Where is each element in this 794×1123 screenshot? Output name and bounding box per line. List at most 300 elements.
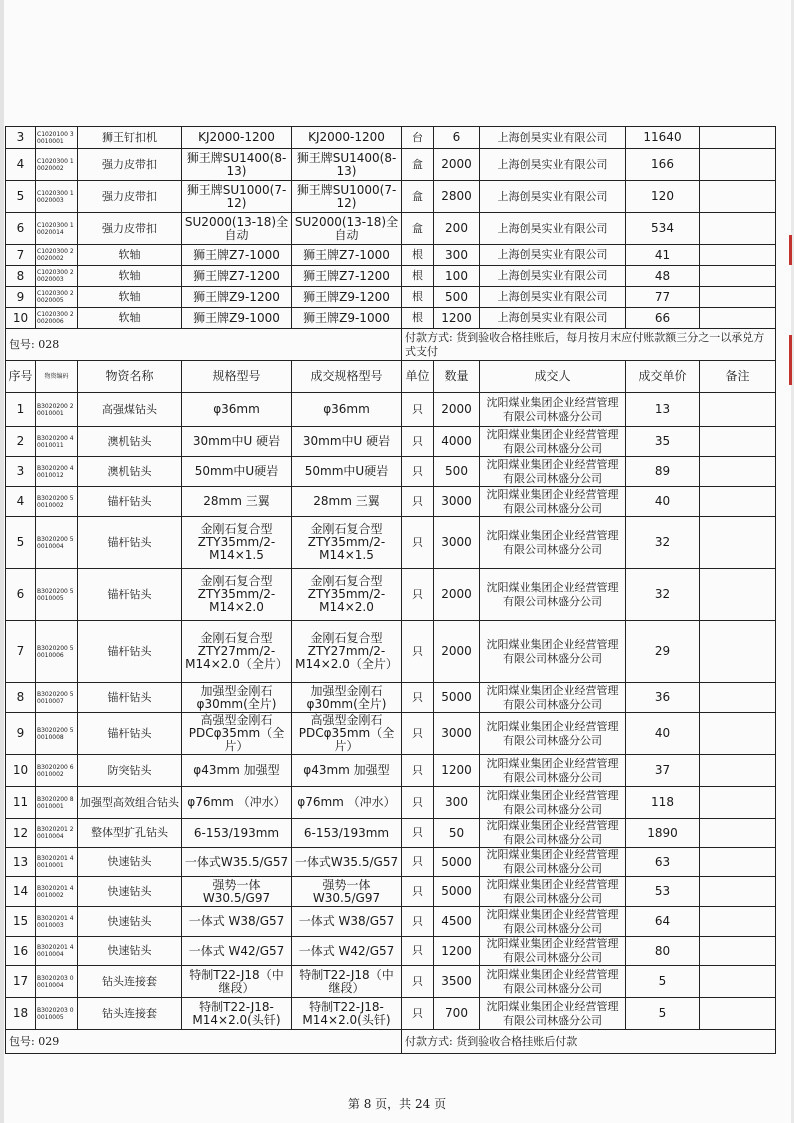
table-row xyxy=(6,393,776,427)
material-name: 快速钻头 xyxy=(78,937,182,966)
quantity: 3500 xyxy=(434,966,480,998)
material-name: 锚杆钻头 xyxy=(78,683,182,713)
spec-model: 一体式W35.5/G57 xyxy=(182,848,292,877)
spec-model: 狮王牌Z7-1000 xyxy=(182,245,292,266)
unit: 只 xyxy=(402,569,434,621)
material-name: 锚杆钻头 xyxy=(78,713,182,755)
unit-price: 5 xyxy=(626,966,700,998)
spec-model: 6-153/193mm xyxy=(182,819,292,848)
deal-spec-model: 一体式 W42/G57 xyxy=(292,937,402,966)
table-row xyxy=(6,245,776,266)
header-cell: 序号 xyxy=(6,361,36,393)
row-number: 9 xyxy=(6,713,36,755)
quantity: 4500 xyxy=(434,907,480,937)
remark xyxy=(700,517,776,569)
table-row xyxy=(6,181,776,213)
page-footer: 第 8 页，共 24 页 xyxy=(347,1097,447,1111)
supplier-name: 沈阳煤业集团企业经营管理有限公司林盛分公司 xyxy=(480,393,626,427)
unit-price: 80 xyxy=(626,937,700,966)
unit-price: 41 xyxy=(626,245,700,266)
spec-model: 金刚石复合型ZTY35mm/2-M14×1.5 xyxy=(182,517,292,569)
unit-price: 48 xyxy=(626,266,700,287)
row-number: 2 xyxy=(6,427,36,457)
material-name: 钻头连接套 xyxy=(78,966,182,998)
quantity: 4000 xyxy=(434,427,480,457)
unit-price: 118 xyxy=(626,787,700,819)
material-code: C1020300 10020014 xyxy=(36,213,78,245)
unit: 只 xyxy=(402,966,434,998)
remark xyxy=(700,127,776,149)
remark xyxy=(700,755,776,787)
unit-price: 66 xyxy=(626,308,700,329)
unit: 盒 xyxy=(402,181,434,213)
unit: 只 xyxy=(402,998,434,1030)
table-row xyxy=(6,787,776,819)
deal-spec-model: φ76mm （冲水） xyxy=(292,787,402,819)
material-name: 狮王钉扣机 xyxy=(78,127,182,149)
quantity: 500 xyxy=(434,287,480,308)
table-row xyxy=(6,683,776,713)
row-number: 7 xyxy=(6,621,36,683)
table-row xyxy=(6,213,776,245)
spec-model: 金刚石复合型ZTY27mm/2-M14×2.0（全片） xyxy=(182,621,292,683)
unit-price: 29 xyxy=(626,621,700,683)
spec-model: 特制T22-J18（中继段） xyxy=(182,966,292,998)
supplier-name: 沈阳煤业集团企业经营管理有限公司林盛分公司 xyxy=(480,787,626,819)
spec-model: 强势一体W30.5/G97 xyxy=(182,877,292,907)
material-code: B3020200 50010005 xyxy=(36,569,78,621)
material-code: B3020201 40010001 xyxy=(36,848,78,877)
unit: 只 xyxy=(402,427,434,457)
unit-price: 37 xyxy=(626,755,700,787)
table-header-row xyxy=(6,361,776,393)
spec-model: 高强型金刚石PDCφ35mm（全片） xyxy=(182,713,292,755)
row-number: 18 xyxy=(6,998,36,1030)
unit-price: 40 xyxy=(626,713,700,755)
table-row xyxy=(6,755,776,787)
unit-price: 35 xyxy=(626,427,700,457)
remark xyxy=(700,907,776,937)
remark xyxy=(700,149,776,181)
material-name: 快速钻头 xyxy=(78,877,182,907)
material-code: B3020201 40010002 xyxy=(36,877,78,907)
quantity: 2800 xyxy=(434,181,480,213)
table-row xyxy=(6,308,776,329)
remark xyxy=(700,819,776,848)
unit-price: 77 xyxy=(626,287,700,308)
table-row xyxy=(6,713,776,755)
supplier-name: 沈阳煤业集团企业经营管理有限公司林盛分公司 xyxy=(480,517,626,569)
unit-price: 63 xyxy=(626,848,700,877)
spec-model: φ43mm 加强型 xyxy=(182,755,292,787)
spec-model: 狮王牌Z9-1000 xyxy=(182,308,292,329)
deal-spec-model: 金刚石复合型ZTY27mm/2-M14×2.0（全片） xyxy=(292,621,402,683)
quantity: 700 xyxy=(434,998,480,1030)
deal-spec-model: 一体式W35.5/G57 xyxy=(292,848,402,877)
remark xyxy=(700,487,776,517)
remark xyxy=(700,457,776,487)
material-name: 锚杆钻头 xyxy=(78,569,182,621)
remark xyxy=(700,621,776,683)
table-row xyxy=(6,457,776,487)
quantity: 1200 xyxy=(434,308,480,329)
material-code: C1020300 20020006 xyxy=(36,308,78,329)
material-code: C1020100 30010001 xyxy=(36,127,78,149)
supplier-name: 沈阳煤业集团企业经营管理有限公司林盛分公司 xyxy=(480,713,626,755)
material-code: B3020200 50010007 xyxy=(36,683,78,713)
table-row xyxy=(6,266,776,287)
deal-spec-model: 特制T22-J18-M14×2.0(头钎) xyxy=(292,998,402,1030)
material-name: 强力皮带扣 xyxy=(78,213,182,245)
header-cell: 成交规格型号 xyxy=(292,361,402,393)
scan-edge-left xyxy=(0,0,4,1123)
supplier-name: 上海创昊实业有限公司 xyxy=(480,149,626,181)
material-name: 锚杆钻头 xyxy=(78,487,182,517)
material-name: 澳机钻头 xyxy=(78,427,182,457)
spec-model: KJ2000-1200 xyxy=(182,127,292,149)
material-name: 锚杆钻头 xyxy=(78,517,182,569)
supplier-name: 沈阳煤业集团企业经营管理有限公司林盛分公司 xyxy=(480,487,626,517)
payment-terms: 付款方式: 货到验收合格挂账后付款 xyxy=(402,1030,776,1054)
spec-model: 一体式 W42/G57 xyxy=(182,937,292,966)
material-code: B3020200 50010004 xyxy=(36,517,78,569)
material-code: B3020200 80010001 xyxy=(36,787,78,819)
deal-spec-model: 金刚石复合型ZTY35mm/2-M14×2.0 xyxy=(292,569,402,621)
table-row xyxy=(6,487,776,517)
quantity: 500 xyxy=(434,457,480,487)
unit: 根 xyxy=(402,308,434,329)
unit: 只 xyxy=(402,487,434,517)
remark xyxy=(700,266,776,287)
table-row xyxy=(6,149,776,181)
remark xyxy=(700,713,776,755)
table-row xyxy=(6,877,776,907)
spec-model: 狮王牌SU1400(8-13) xyxy=(182,149,292,181)
unit-price: 534 xyxy=(626,213,700,245)
unit: 根 xyxy=(402,266,434,287)
row-number: 11 xyxy=(6,787,36,819)
table-row xyxy=(6,517,776,569)
material-name: 快速钻头 xyxy=(78,907,182,937)
remark xyxy=(700,877,776,907)
spec-model: 28mm 三翼 xyxy=(182,487,292,517)
row-number: 10 xyxy=(6,755,36,787)
package-number: 包号: 029 xyxy=(6,1030,402,1054)
supplier-name: 上海创昊实业有限公司 xyxy=(480,308,626,329)
unit-price: 32 xyxy=(626,517,700,569)
material-code: C1020300 20020003 xyxy=(36,266,78,287)
deal-spec-model: 加强型金刚石φ30mm(全片) xyxy=(292,683,402,713)
quantity: 2000 xyxy=(434,393,480,427)
material-code: B3020200 50010008 xyxy=(36,713,78,755)
remark xyxy=(700,287,776,308)
material-name: 锚杆钻头 xyxy=(78,621,182,683)
remark xyxy=(700,245,776,266)
quantity: 2000 xyxy=(434,149,480,181)
material-code: B3020201 20010004 xyxy=(36,819,78,848)
material-name: 软轴 xyxy=(78,245,182,266)
supplier-name: 沈阳煤业集团企业经营管理有限公司林盛分公司 xyxy=(480,937,626,966)
row-number: 5 xyxy=(6,181,36,213)
quantity: 5000 xyxy=(434,877,480,907)
spec-model: 特制T22-J18-M14×2.0(头钎) xyxy=(182,998,292,1030)
unit-price: 166 xyxy=(626,149,700,181)
table-row xyxy=(6,569,776,621)
material-code: B3020200 40010012 xyxy=(36,457,78,487)
quantity: 6 xyxy=(434,127,480,149)
header-cell: 备注 xyxy=(700,361,776,393)
material-code: B3020200 20010001 xyxy=(36,393,78,427)
unit: 只 xyxy=(402,848,434,877)
remark xyxy=(700,966,776,998)
row-number: 5 xyxy=(6,517,36,569)
quantity: 1200 xyxy=(434,937,480,966)
quantity: 3000 xyxy=(434,487,480,517)
deal-spec-model: 狮王牌SU1400(8-13) xyxy=(292,149,402,181)
row-number: 4 xyxy=(6,487,36,517)
supplier-name: 沈阳煤业集团企业经营管理有限公司林盛分公司 xyxy=(480,621,626,683)
material-code: B3020200 50010006 xyxy=(36,621,78,683)
row-number: 15 xyxy=(6,907,36,937)
material-name: 强力皮带扣 xyxy=(78,149,182,181)
supplier-name: 上海创昊实业有限公司 xyxy=(480,266,626,287)
row-number: 4 xyxy=(6,149,36,181)
row-number: 3 xyxy=(6,457,36,487)
material-code: C1020300 10020002 xyxy=(36,149,78,181)
material-name: 软轴 xyxy=(78,308,182,329)
header-cell: 数量 xyxy=(434,361,480,393)
supplier-name: 沈阳煤业集团企业经营管理有限公司林盛分公司 xyxy=(480,907,626,937)
unit: 只 xyxy=(402,713,434,755)
remark xyxy=(700,181,776,213)
row-number: 10 xyxy=(6,308,36,329)
material-name: 钻头连接套 xyxy=(78,998,182,1030)
spec-model: SU2000(13-18)全自动 xyxy=(182,213,292,245)
remark xyxy=(700,213,776,245)
material-name: 加强型高效组合钻头 xyxy=(78,787,182,819)
quantity: 50 xyxy=(434,819,480,848)
unit-price: 89 xyxy=(626,457,700,487)
deal-spec-model: 30mm中U 硬岩 xyxy=(292,427,402,457)
deal-spec-model: 50mm中U硬岩 xyxy=(292,457,402,487)
unit: 台 xyxy=(402,127,434,149)
table-row xyxy=(6,819,776,848)
unit-price: 120 xyxy=(626,181,700,213)
unit: 盒 xyxy=(402,213,434,245)
supplier-name: 沈阳煤业集团企业经营管理有限公司林盛分公司 xyxy=(480,848,626,877)
material-code: B3020200 60010002 xyxy=(36,755,78,787)
table-row xyxy=(6,998,776,1030)
quantity: 5000 xyxy=(434,848,480,877)
table-row xyxy=(6,127,776,149)
spec-model: 狮王牌SU1000(7-12) xyxy=(182,181,292,213)
supplier-name: 沈阳煤业集团企业经营管理有限公司林盛分公司 xyxy=(480,755,626,787)
unit-price: 32 xyxy=(626,569,700,621)
package-row xyxy=(6,329,776,361)
remark xyxy=(700,998,776,1030)
deal-spec-model: 一体式 W38/G57 xyxy=(292,907,402,937)
row-number: 8 xyxy=(6,683,36,713)
deal-spec-model: φ36mm xyxy=(292,393,402,427)
row-number: 1 xyxy=(6,393,36,427)
supplier-name: 沈阳煤业集团企业经营管理有限公司林盛分公司 xyxy=(480,877,626,907)
header-cell: 单位 xyxy=(402,361,434,393)
table-row xyxy=(6,427,776,457)
remark xyxy=(700,937,776,966)
unit: 只 xyxy=(402,683,434,713)
deal-spec-model: SU2000(13-18)全自动 xyxy=(292,213,402,245)
red-stamp-mark xyxy=(789,335,792,385)
material-code: B3020201 40010004 xyxy=(36,937,78,966)
quantity: 100 xyxy=(434,266,480,287)
table-row xyxy=(6,966,776,998)
deal-spec-model: 狮王牌Z7-1000 xyxy=(292,245,402,266)
deal-spec-model: 狮王牌Z7-1200 xyxy=(292,266,402,287)
supplier-name: 上海创昊实业有限公司 xyxy=(480,127,626,149)
unit: 只 xyxy=(402,621,434,683)
deal-spec-model: 强势一体W30.5/G97 xyxy=(292,877,402,907)
quantity: 3000 xyxy=(434,517,480,569)
unit: 只 xyxy=(402,907,434,937)
header-cell: 成交人 xyxy=(480,361,626,393)
table-row xyxy=(6,937,776,966)
deal-spec-model: 狮王牌Z9-1200 xyxy=(292,287,402,308)
procurement-table xyxy=(5,126,776,1054)
quantity: 5000 xyxy=(434,683,480,713)
remark xyxy=(700,787,776,819)
deal-spec-model: KJ2000-1200 xyxy=(292,127,402,149)
material-name: 高强煤钻头 xyxy=(78,393,182,427)
remark xyxy=(700,848,776,877)
unit: 只 xyxy=(402,937,434,966)
unit: 只 xyxy=(402,877,434,907)
table-row xyxy=(6,907,776,937)
unit: 只 xyxy=(402,755,434,787)
row-number: 12 xyxy=(6,819,36,848)
unit-price: 13 xyxy=(626,393,700,427)
deal-spec-model: 6-153/193mm xyxy=(292,819,402,848)
unit-price: 1890 xyxy=(626,819,700,848)
unit-price: 11640 xyxy=(626,127,700,149)
spec-model: 金刚石复合型ZTY35mm/2-M14×2.0 xyxy=(182,569,292,621)
row-number: 8 xyxy=(6,266,36,287)
material-name: 整体型扩孔钻头 xyxy=(78,819,182,848)
table-section-1 xyxy=(6,127,776,329)
supplier-name: 上海创昊实业有限公司 xyxy=(480,287,626,308)
unit: 根 xyxy=(402,287,434,308)
deal-spec-model: 高强型金刚石PDCφ35mm（全片） xyxy=(292,713,402,755)
quantity: 2000 xyxy=(434,621,480,683)
deal-spec-model: 28mm 三翼 xyxy=(292,487,402,517)
row-number: 16 xyxy=(6,937,36,966)
material-code: B3020203 00010005 xyxy=(36,998,78,1030)
row-number: 3 xyxy=(6,127,36,149)
material-code: C1020300 10020003 xyxy=(36,181,78,213)
material-name: 强力皮带扣 xyxy=(78,181,182,213)
deal-spec-model: 狮王牌Z9-1000 xyxy=(292,308,402,329)
deal-spec-model: 金刚石复合型ZTY35mm/2-M14×1.5 xyxy=(292,517,402,569)
payment-terms: 付款方式: 货到验收合格挂账后，每月按月末应付账款额三分之一以承兑方式支付 xyxy=(402,329,776,361)
spec-model: 30mm中U 硬岩 xyxy=(182,427,292,457)
remark xyxy=(700,427,776,457)
table-row xyxy=(6,848,776,877)
deal-spec-model: φ43mm 加强型 xyxy=(292,755,402,787)
unit-price: 36 xyxy=(626,683,700,713)
spec-model: 狮王牌Z9-1200 xyxy=(182,287,292,308)
material-code: B3020200 50010002 xyxy=(36,487,78,517)
spec-model: 50mm中U硬岩 xyxy=(182,457,292,487)
quantity: 300 xyxy=(434,245,480,266)
unit: 根 xyxy=(402,245,434,266)
supplier-name: 沈阳煤业集团企业经营管理有限公司林盛分公司 xyxy=(480,427,626,457)
spec-model: φ36mm xyxy=(182,393,292,427)
quantity: 3000 xyxy=(434,713,480,755)
material-name: 软轴 xyxy=(78,287,182,308)
material-code: C1020300 20020002 xyxy=(36,245,78,266)
row-number: 6 xyxy=(6,213,36,245)
header-cell: 物资编码 xyxy=(36,361,78,393)
package-number: 包号: 028 xyxy=(6,329,402,361)
supplier-name: 上海创昊实业有限公司 xyxy=(480,245,626,266)
table-section-2 xyxy=(6,393,776,1030)
header-cell: 物资名称 xyxy=(78,361,182,393)
header-cell: 成交单价 xyxy=(626,361,700,393)
remark xyxy=(700,393,776,427)
unit-price: 64 xyxy=(626,907,700,937)
unit-price: 53 xyxy=(626,877,700,907)
material-code: C1020300 20020005 xyxy=(36,287,78,308)
spec-model: 狮王牌Z7-1200 xyxy=(182,266,292,287)
row-number: 17 xyxy=(6,966,36,998)
quantity: 200 xyxy=(434,213,480,245)
material-name: 防突钻头 xyxy=(78,755,182,787)
row-number: 9 xyxy=(6,287,36,308)
remark xyxy=(700,308,776,329)
unit-price: 5 xyxy=(626,998,700,1030)
supplier-name: 上海创昊实业有限公司 xyxy=(480,213,626,245)
supplier-name: 沈阳煤业集团企业经营管理有限公司林盛分公司 xyxy=(480,683,626,713)
table-row xyxy=(6,287,776,308)
material-code: B3020200 40010011 xyxy=(36,427,78,457)
red-stamp-mark xyxy=(789,235,792,265)
row-number: 13 xyxy=(6,848,36,877)
package-row xyxy=(6,1030,776,1054)
supplier-name: 上海创昊实业有限公司 xyxy=(480,181,626,213)
remark xyxy=(700,683,776,713)
deal-spec-model: 狮王牌SU1000(7-12) xyxy=(292,181,402,213)
spec-model: 加强型金刚石φ30mm(全片) xyxy=(182,683,292,713)
spec-model: φ76mm （冲水） xyxy=(182,787,292,819)
unit: 只 xyxy=(402,819,434,848)
row-number: 14 xyxy=(6,877,36,907)
unit: 盒 xyxy=(402,149,434,181)
supplier-name: 沈阳煤业集团企业经营管理有限公司林盛分公司 xyxy=(480,569,626,621)
supplier-name: 沈阳煤业集团企业经营管理有限公司林盛分公司 xyxy=(480,819,626,848)
material-code: B3020201 40010003 xyxy=(36,907,78,937)
unit: 只 xyxy=(402,517,434,569)
quantity: 2000 xyxy=(434,569,480,621)
material-name: 澳机钻头 xyxy=(78,457,182,487)
material-name: 软轴 xyxy=(78,266,182,287)
material-name: 快速钻头 xyxy=(78,848,182,877)
deal-spec-model: 特制T22-J18（中继段） xyxy=(292,966,402,998)
row-number: 7 xyxy=(6,245,36,266)
material-code: B3020203 00010004 xyxy=(36,966,78,998)
row-number: 6 xyxy=(6,569,36,621)
supplier-name: 沈阳煤业集团企业经营管理有限公司林盛分公司 xyxy=(480,998,626,1030)
unit: 只 xyxy=(402,787,434,819)
table-row xyxy=(6,621,776,683)
